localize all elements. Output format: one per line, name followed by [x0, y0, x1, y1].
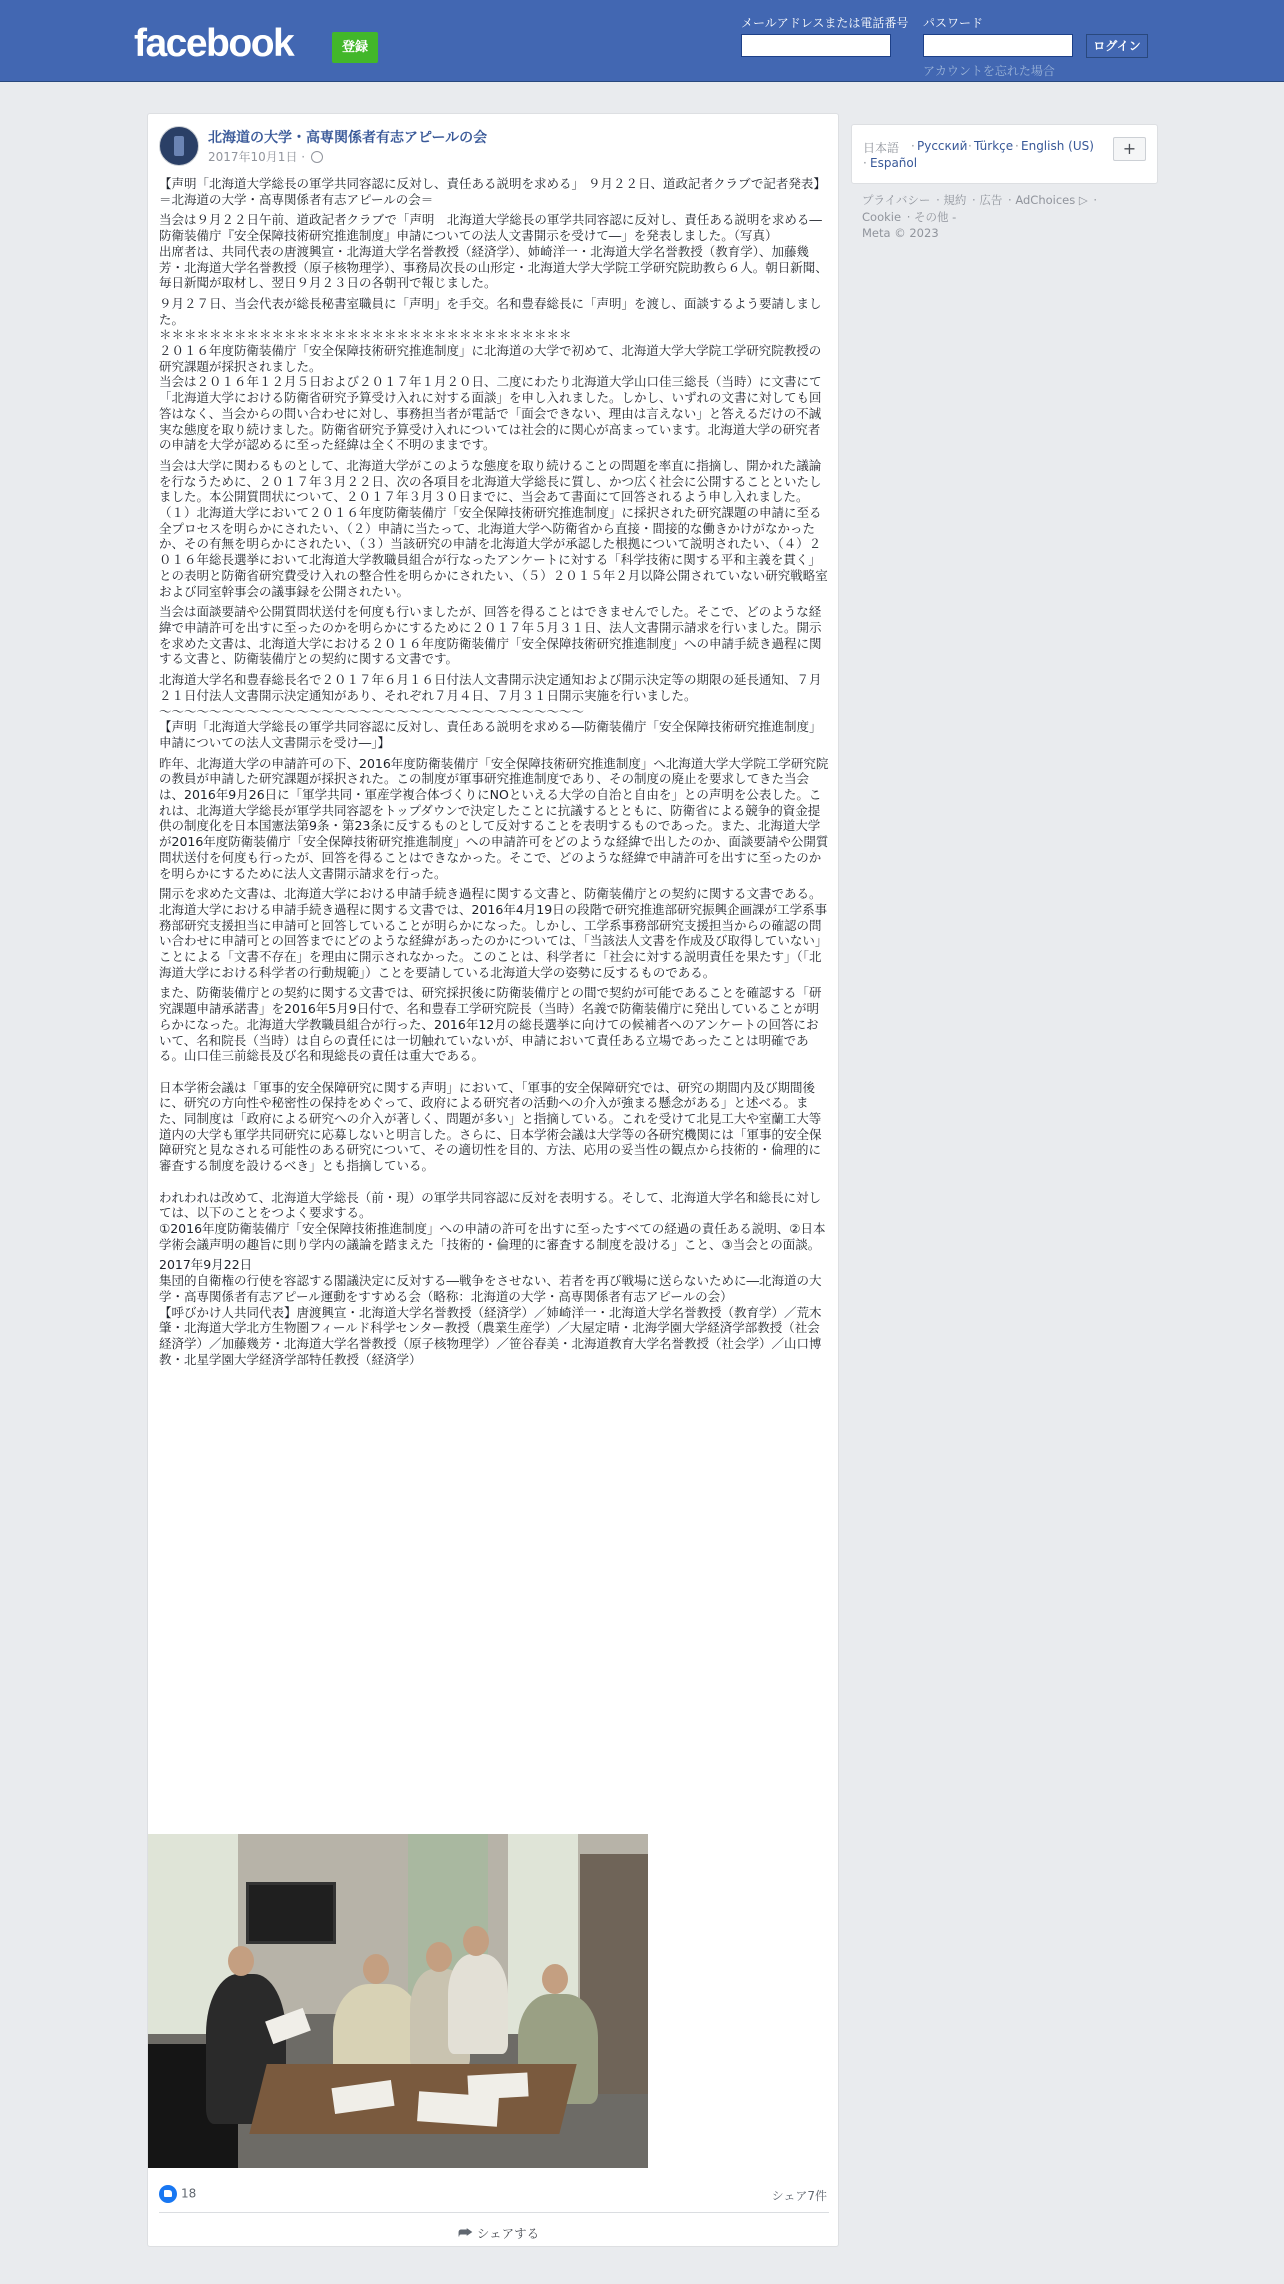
post-body: [159, 176, 829, 1372]
language-link[interactable]: Русский: [917, 139, 968, 153]
photo-head: [542, 1964, 568, 1994]
photo-tv: [246, 1882, 336, 1944]
signup-button[interactable]: 登録: [332, 32, 378, 63]
language-current: 日本語: [863, 141, 900, 155]
post-paragraph: 当会は面談要請や公開質問状送付を何度も行いましたが、回答を得ることはできませんでした。そこで、どのような経緯で申請許可を出すに至ったのかを明らかにするために２０１７年５月３１日、法人文書開示請求を行いました。開示を求めた文書は、北海道大学における２０１６年度防衛装備庁「安全保障技術研究推進制度」への申請手続き過程に関する文書と、防衛装備庁との契約に関する文書です。: [159, 604, 822, 667]
separator: ·: [1015, 139, 1019, 153]
post-card: [147, 113, 839, 2247]
photo-head: [426, 1942, 452, 1972]
top-bar: [0, 0, 1284, 82]
copyright: Meta © 2023: [862, 226, 939, 240]
reactions[interactable]: [159, 2185, 196, 2203]
cookie-link[interactable]: Cookie: [862, 210, 902, 224]
facebook-logo[interactable]: facebook: [134, 22, 294, 65]
photo-head: [363, 1954, 389, 1984]
language-box: [851, 124, 1158, 184]
post-date-text: 2017年10月1日: [208, 150, 298, 164]
photo-person: [448, 1954, 508, 2054]
like-icon: [159, 2185, 177, 2203]
post-date[interactable]: 2017年10月1日 ·: [208, 148, 323, 165]
photo-table: [249, 2064, 576, 2134]
share-button[interactable]: [458, 2219, 539, 2247]
separator: ·: [911, 139, 915, 153]
privacy-link[interactable]: プライバシー: [862, 193, 931, 207]
email-label: メールアドレスまたは電話番号: [741, 16, 909, 30]
post-photo[interactable]: [148, 1834, 648, 2168]
post-paragraph: 当会は９月２２日午前、道政記者クラブで「声明 北海道大学総長の軍学共同容認に反対し、責任ある説明を求める―防衛装備庁『安全保障技術研究推進制度』申請についての法人文書開示を受けて―」を発表しました。（写真） 出席者は、共同代表の唐渡興宣・北海道大学名誉教授（経済学）、姉崎洋一・北海道大学名誉教授（教育学）、加藤幾芳・北海道大学名誉教授（原子核物理学）、事務局次長の山形定・北海道大学大学院工学研究院助教ら６人。朝日新聞、毎日新聞が取材し、翌日９月２３日の各朝刊で報じました。: [159, 212, 828, 291]
language-link[interactable]: Español: [870, 156, 918, 170]
adchoices-link[interactable]: AdChoices ▷: [1015, 193, 1088, 207]
post-paragraph: 開示を求めた文書は、北海道大学における申請手続き過程に関する文書と、防衛装備庁との契約に関する文書である。北海道大学における申請手続き過程に関する文書では、2016年4月19日の段階で研究推進部研究振興企画課が工学系事務部研究支援担当に申請可と回答していることが明らかになった。しかし、工学系事務部研究支援担当からの確認の問い合わせに申請可との回答までにどのような経緯があったのかについては、「当該法人文書を作成及び取得していない」ことによる「文書不存在」を理由に開示されなかった。このことは、科学者に「社会に対する説明責任を果たす」（「北海道大学における科学者の行動規範」）ことを要請している北海道大学の姿勢に反するものである。: [159, 886, 828, 980]
post-paragraph: 2017年9月22日 集団的自衛権の行使を容認する閣議決定に反対する―戦争をさせない、若者を再び戦場に送らないために―北海道の大学・高専関係者有志アピール運動をすすめる会（略称：北海道の大学・高専関係者有志アピールの会） 【呼びかけ人共同代表】唐渡興宣・北海道大学名誉教授（経済学）／姉崎洋一・北海道大学名誉教授（教育学）／荒木肇・北海道大学北方生物圏フィールド科学センター教授（農業生産学）／大屋定晴・北海学園大学経済学部教授（社会経済学）／加藤幾芳・北海道大学名誉教授（原子核物理学）／笹谷春美・北海道教育大学名誉教授（社会学）／山口博教・北星学園大学経済学部特任教授（経済学）: [159, 1257, 822, 1367]
plus-icon[interactable]: +: [1113, 137, 1146, 161]
share-button-label: シェアする: [476, 2226, 540, 2241]
footer-links: プライバシー · 規約 · 広告 · AdChoices ▷ ·: [862, 193, 1098, 207]
separator: ·: [968, 139, 972, 153]
login-button[interactable]: ログイン: [1086, 34, 1148, 58]
share-icon: ⮫: [458, 2223, 473, 2242]
avatar[interactable]: [159, 126, 199, 166]
page-name-link[interactable]: 北海道の大学・高専関係者有志アピールの会: [208, 130, 488, 146]
email-field[interactable]: [741, 34, 891, 57]
ads-link[interactable]: 広告: [979, 193, 1003, 207]
forgot-account-link[interactable]: アカウントを忘れた場合: [923, 64, 1055, 78]
password-label: パスワード: [923, 16, 984, 30]
photo-head: [463, 1926, 489, 1956]
separator: ·: [863, 156, 867, 170]
post-paragraph: 昨年、北海道大学の申請許可の下、2016年度防衛装備庁「安全保障技術研究推進制度」へ北海道大学大学院工学研究院の教員が申請した研究課題が採択された。この制度が軍事研究推進制度であり、その制度の廃止を要求してきた当会は、2016年9月26日に「軍学共同・軍産学複合体づくりにNOといえる大学の自治と自由を」との声明を公表した。これは、北海道大学総長が軍学共同容認をトップダウンで決定したことに抗議するとともに、防衛省による競争的資金提供の制度化を日本国憲法第9条・第23条に反するものとして反対することを表明するものであった。また、北海道大学が2016年度防衛装備庁「安全保障技術研究推進制度」への申請許可をどのような経緯で出したのか、面談要請や公開質問状送付を何度も行ったが、回答を得ることはできなかった。そこで、どのような経緯で申請許可を出すに至ったのかを明らかにするために法人文書開示請求を行った。: [159, 755, 829, 881]
footer-links: Cookie · その他 -: [862, 210, 957, 224]
terms-link[interactable]: 規約: [943, 193, 967, 207]
photo-head: [228, 1946, 254, 1976]
post-paragraph: 北海道大学名和豊春総長名で２０１７年６月１６日付法人文書開示決定通知および開示決定等の期限の延長通知、７月２１日付法人文書開示決定通知があり、それぞれ７月４日、７月３１日開示実施を行いました。 ～～～～～～～～～～～～～～～～～～～～～～～～～～～～～～～～～～ 【声明「北海道大学総長の軍学共同容認に反対し、責任ある説明を求める―防衛装備庁「安全保障技術研究推進制度」申請についての法人文書開示を受け―」】: [159, 672, 822, 750]
divider: [159, 2212, 829, 2213]
more-link[interactable]: その他 -: [914, 210, 957, 224]
post-paragraph: 当会は大学に関わるものとして、北海道大学がこのような態度を取り続けることの問題を率直に指摘し、開かれた議論を行なうために、２０１７年３月２２日、次の各項目を北海道大学総長に質し、かつ広く社会に公開することといたしました。本公開質問状について、２０１７年３月３０日までに、当会あて書面にて回答されるよう申し入れました。 （１）北海道大学において２０１６年度防衛装備庁「安全保障技術研究推進制度」に採択された研究課題の申請に至る全プロセスを明らかにされたい、（２）申請に当たって、北海道大学へ防衛省から直接・間接的な働きかけがなかったか、その有無を明らかにされたい、（３）当該研究の申請を北海道大学が承認した根拠について説明されたい、（４）２０１６年総長選挙において北海道大学教職員組合が行なったアンケートに対する「科学技術に関する平和主義を貫く」との表明と防衛省研究費受け入れの整合性を明らかにされたい、（５）２０１５年２月以降公開されていない研究戦略室および同室幹事会の議事録を公開されたい。: [159, 457, 828, 599]
language-link[interactable]: Türkçe: [974, 139, 1014, 153]
globe-icon: [311, 151, 323, 163]
photo-paper: [467, 2072, 528, 2099]
password-field[interactable]: [923, 34, 1073, 57]
post-paragraph: ９月２７日、当会代表が総長秘書室職員に「声明」を手交。名和豊春総長に「声明」を渡し、面談するよう要請しました。 ＊＊＊＊＊＊＊＊＊＊＊＊＊＊＊＊＊＊＊＊＊＊＊＊＊＊＊＊＊＊＊＊＊ ２０１６年度防衛装備庁「安全保障技術研究推進制度」に北海道の大学で初めて、北海道大学大学院工学研究院教授の研究課題が採択されました。 当会は２０１６年１２月５日および２０１７年１月２０日、二度にわたり北海道大学山口佳三総長（当時）に文書にて「北海道大学における防衛省研究予算受け入れに対する面談」を申し入れました。しかし、いずれの文書に対しても回答はなく、当会からの問い合わせに対し、事務担当者が電話で「面会できない、理由は言えない」と答えるだけの不誠実な態度を取り続けました。防衛省研究予算受け入れについては社会的に関心が高まっています。北海道大学の研究者の申請を大学が認めるに至った経緯は全く不明のままです。: [159, 295, 822, 453]
share-count[interactable]: シェア7件: [771, 2189, 827, 2203]
post-paragraph: また、防衛装備庁との契約に関する文書では、研究採択後に防衛装備庁との間で契約が可能であることを確認する「研究課題申請承諾書」を2016年5月9日付で、名和豊春工学研究院長（当時）名義で防衛装備庁に発出していることが明らかになった。北海道大学教職員組合が行った、2016年12月の総長選挙に向けての候補者へのアンケートの回答において、名和院長（当時）は自らの責任には一切触れていないが、申請において責任ある立場であったことは明確である。山口佳三前総長及び名和現総長の責任は重大である。 日本学術会議は「軍事的安全保障研究に関する声明」において、「軍事的安全保障研究では、研究の期間内及び期間後に、研究の方向性や秘密性の保持をめぐって、政府による研究者の活動への介入が強まる懸念がある」と述べる。また、同制度は「政府による研究への介入が著しく、問題が多い」と指摘している。これを受けて北見工大や室蘭工大等道内の大学も軍学共同研究に応募しないと明言した。さらに、日本学術会議は大学等の各研究機関には「軍事的安全保障研究と見なされる可能性のある研究について、その適切性を目的、方法、応用の妥当性の観点から技術的・倫理的に審査する制度を設けるべき」とも指摘している。 われわれは改めて、北海道大学総長（前・現）の軍学共同容認に反対を表明する。そして、北海道大学名和総長に対しては、以下のことをつよく要求する。 ①2016年度防衛装備庁「安全保障技術推進制度」への申請の許可を出すに至ったすべての経過の責任ある説明、②日本学術会議声明の趣旨に則り学内の議論を踏まえた「技術的・倫理的に審査する制度を設ける」こと、③当会との面談。: [159, 985, 826, 1252]
language-link[interactable]: English (US): [1021, 139, 1094, 153]
like-count: 18: [181, 2186, 197, 2201]
post-paragraph: 【声明「北海道大学総長の軍学共同容認に反対し、責任ある説明を求める」 ９月２２日、道政記者クラブで記者発表】 ＝北海道の大学・高専関係者有志アピールの会＝: [159, 176, 826, 207]
